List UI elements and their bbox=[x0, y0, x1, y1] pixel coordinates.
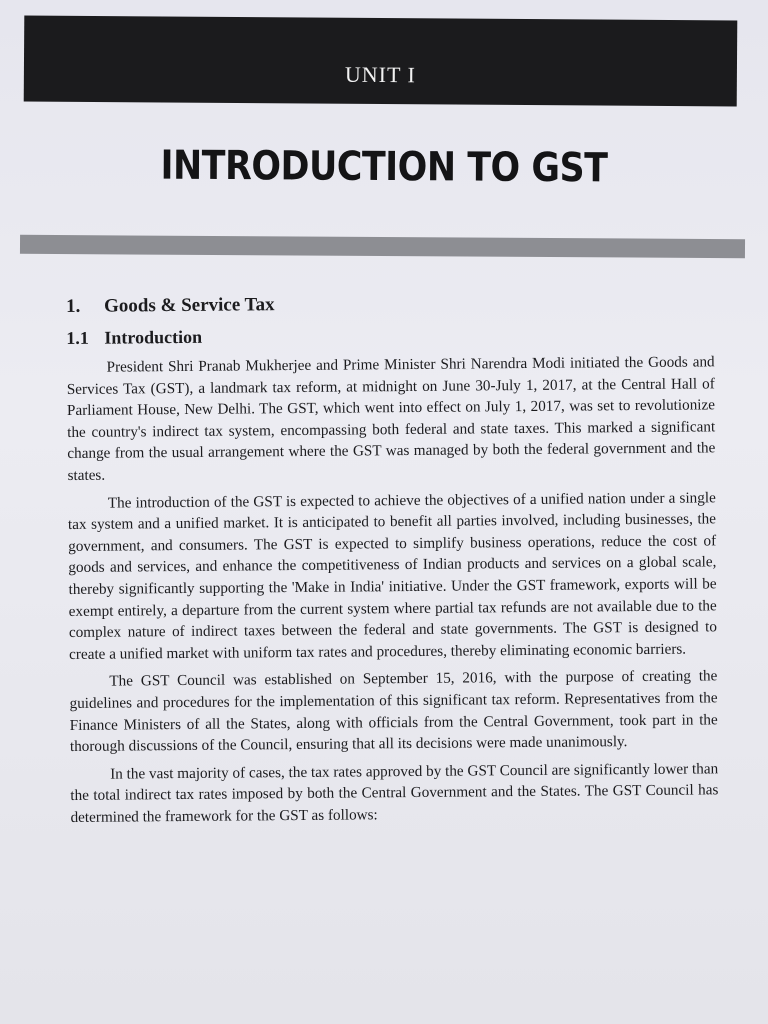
subsection-heading bbox=[66, 322, 714, 349]
paragraph: In the vast majority of cases, the tax rates approved by the GST Council are significantly lower than the total indirect tax rates imposed by both the Central Government and the States. The GST Council has determined the framework for the GST as follows: bbox=[70, 760, 719, 826]
title-divider bbox=[20, 235, 745, 258]
section-title: Goods & Service Tax bbox=[103, 294, 275, 317]
section-heading bbox=[66, 290, 714, 318]
chapter-title: INTRODUCTION TO GST bbox=[160, 142, 608, 192]
subsection-number: 1.1 bbox=[66, 327, 89, 348]
unit-banner bbox=[24, 16, 738, 107]
paragraph: The GST Council was established on September 15, 2016, with the purpose of creating the guidelines and procedures for the implementation of this significant tax reform. Representatives from the Finance Ministers of all the States, along with officials from the Central Government, took part in the thorough discussions of the Council, ensuring that all its decisions were made unanimously. bbox=[69, 667, 718, 756]
unit-label: UNIT I bbox=[344, 61, 416, 88]
page-content bbox=[66, 290, 719, 834]
section-number: 1. bbox=[66, 295, 81, 317]
paragraph: The introduction of the GST is expected to achieve the objectives of a unified nation under a single tax system and a unified market. It is anticipated to benefit all parties involved, including businesses, the government, and consumers. The GST is expected to simplify business operations, reduce the cost of goods and services, and enhance the competitiveness of Indian products and services on a global scale, thereby significantly supporting the 'Make in India' initiative. Under the GST framework, exports will be exempt entirely, a departure from the current system where partial tax refunds are not available due to the complex nature of indirect taxes between the federal and state governments. The GST is designed to create a unified market with uniform tax rates and procedures, thereby eliminating economic barriers. bbox=[67, 488, 717, 663]
subsection-title: Introduction bbox=[104, 326, 203, 348]
paragraph: President Shri Pranab Mukherjee and Prime Minister Shri Narendra Modi initiated the Goods and Services Tax (GST), a landmark tax reform, at midnight on June 30-July 1, 2017, at the Central Hall of Parliament House, New Delhi. The GST, which went into effect on July 1, 2017, was set to revolutionize the country's indirect tax system, encompassing both federal and state taxes. This marked a significant change from the usual arrangement where the GST was managed by both the federal government and the states. bbox=[66, 353, 716, 484]
